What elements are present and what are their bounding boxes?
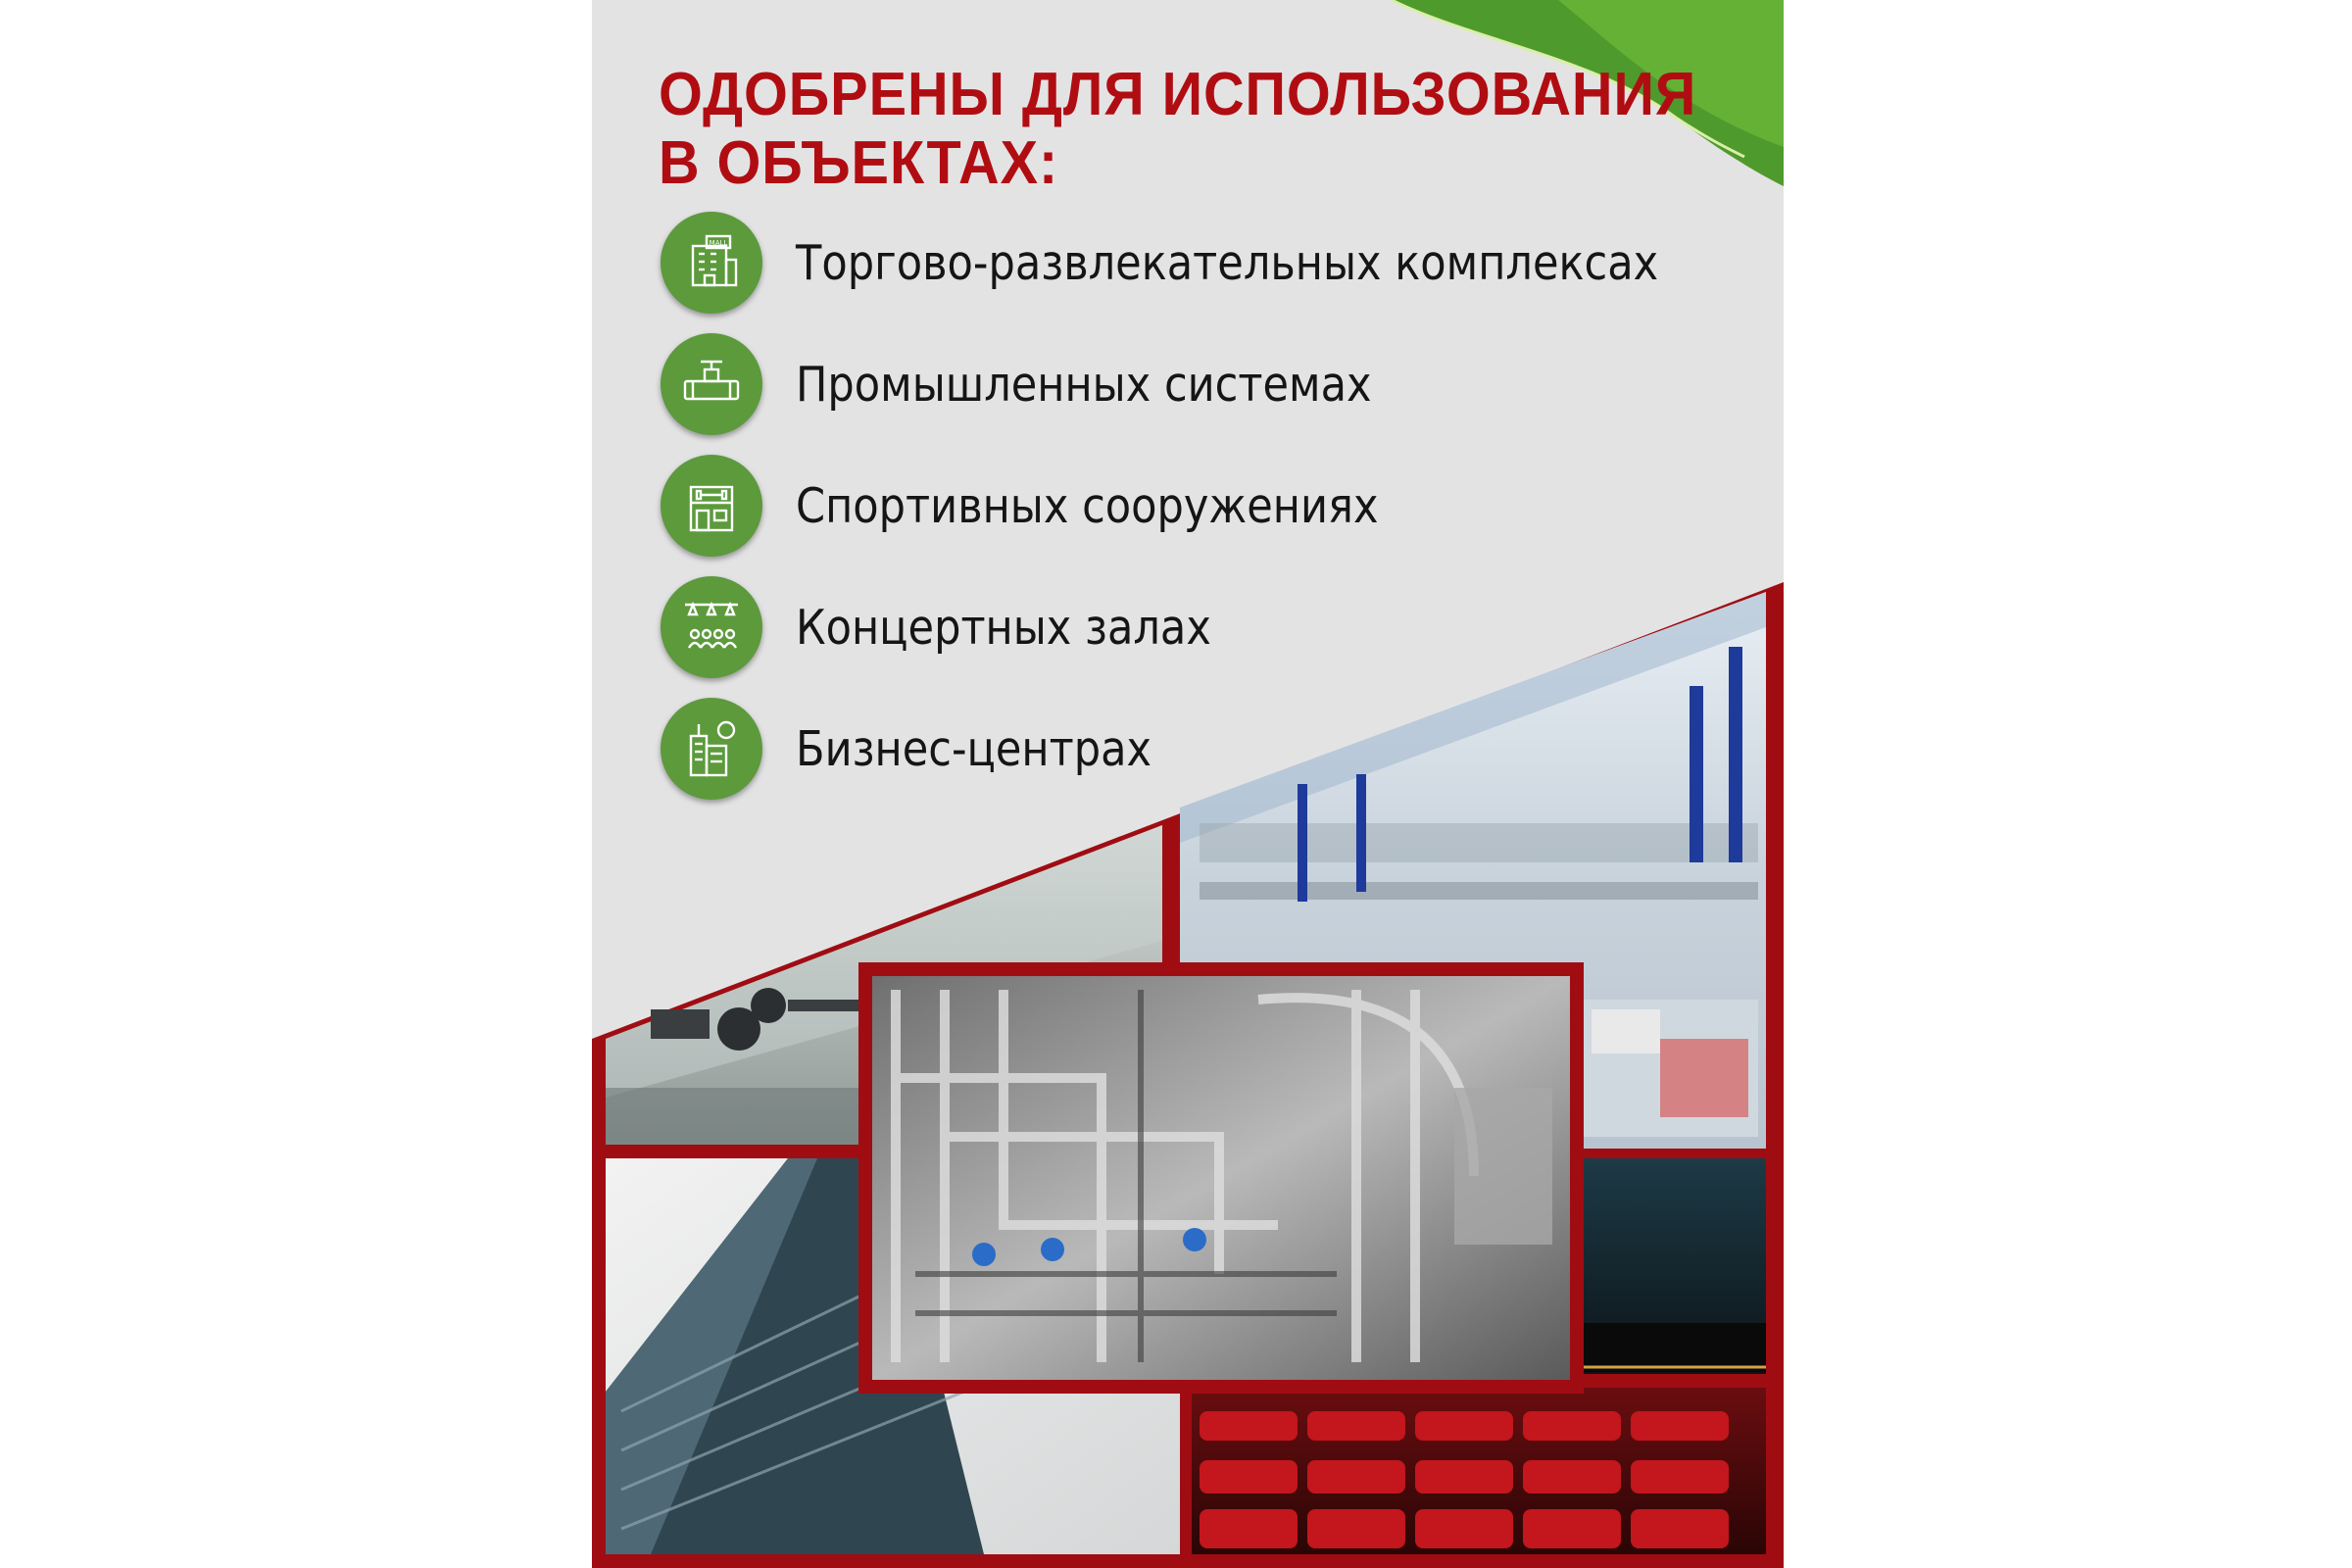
theater-hall-photo [1572, 1158, 1766, 1374]
auditorium-seats-photo [1192, 1388, 1766, 1554]
list-item-sports [661, 455, 1458, 557]
poster [592, 0, 1784, 1568]
concert-hall-icon [661, 576, 762, 678]
business-center-icon [661, 698, 762, 800]
list-item-concert [661, 576, 1268, 678]
list-item-business [661, 698, 1200, 800]
item-label-sports: Спортивных сооружениях [796, 477, 1379, 534]
list-item-industrial [661, 333, 1450, 435]
list-item-mall [661, 212, 1776, 314]
mall-sign-text: MALL [709, 239, 728, 247]
gym-building-icon [661, 455, 762, 557]
title-line-1: ОДОБРЕНЫ ДЛЯ ИСПОЛЬЗОВАНИЯ [659, 61, 1697, 128]
title-line-2: В ОБЪЕКТАХ: [659, 129, 1059, 197]
industrial-pipes-photo [858, 962, 1584, 1394]
mall-icon [661, 212, 762, 314]
item-label-industrial: Промышленных системах [796, 356, 1372, 413]
page-title [659, 61, 1696, 198]
item-label-business: Бизнес-центрах [796, 720, 1152, 777]
item-label-mall: Торгово-развлекательных комплексах [796, 234, 1659, 291]
item-label-concert: Концертных залах [796, 599, 1211, 656]
valve-pipe-icon [661, 333, 762, 435]
